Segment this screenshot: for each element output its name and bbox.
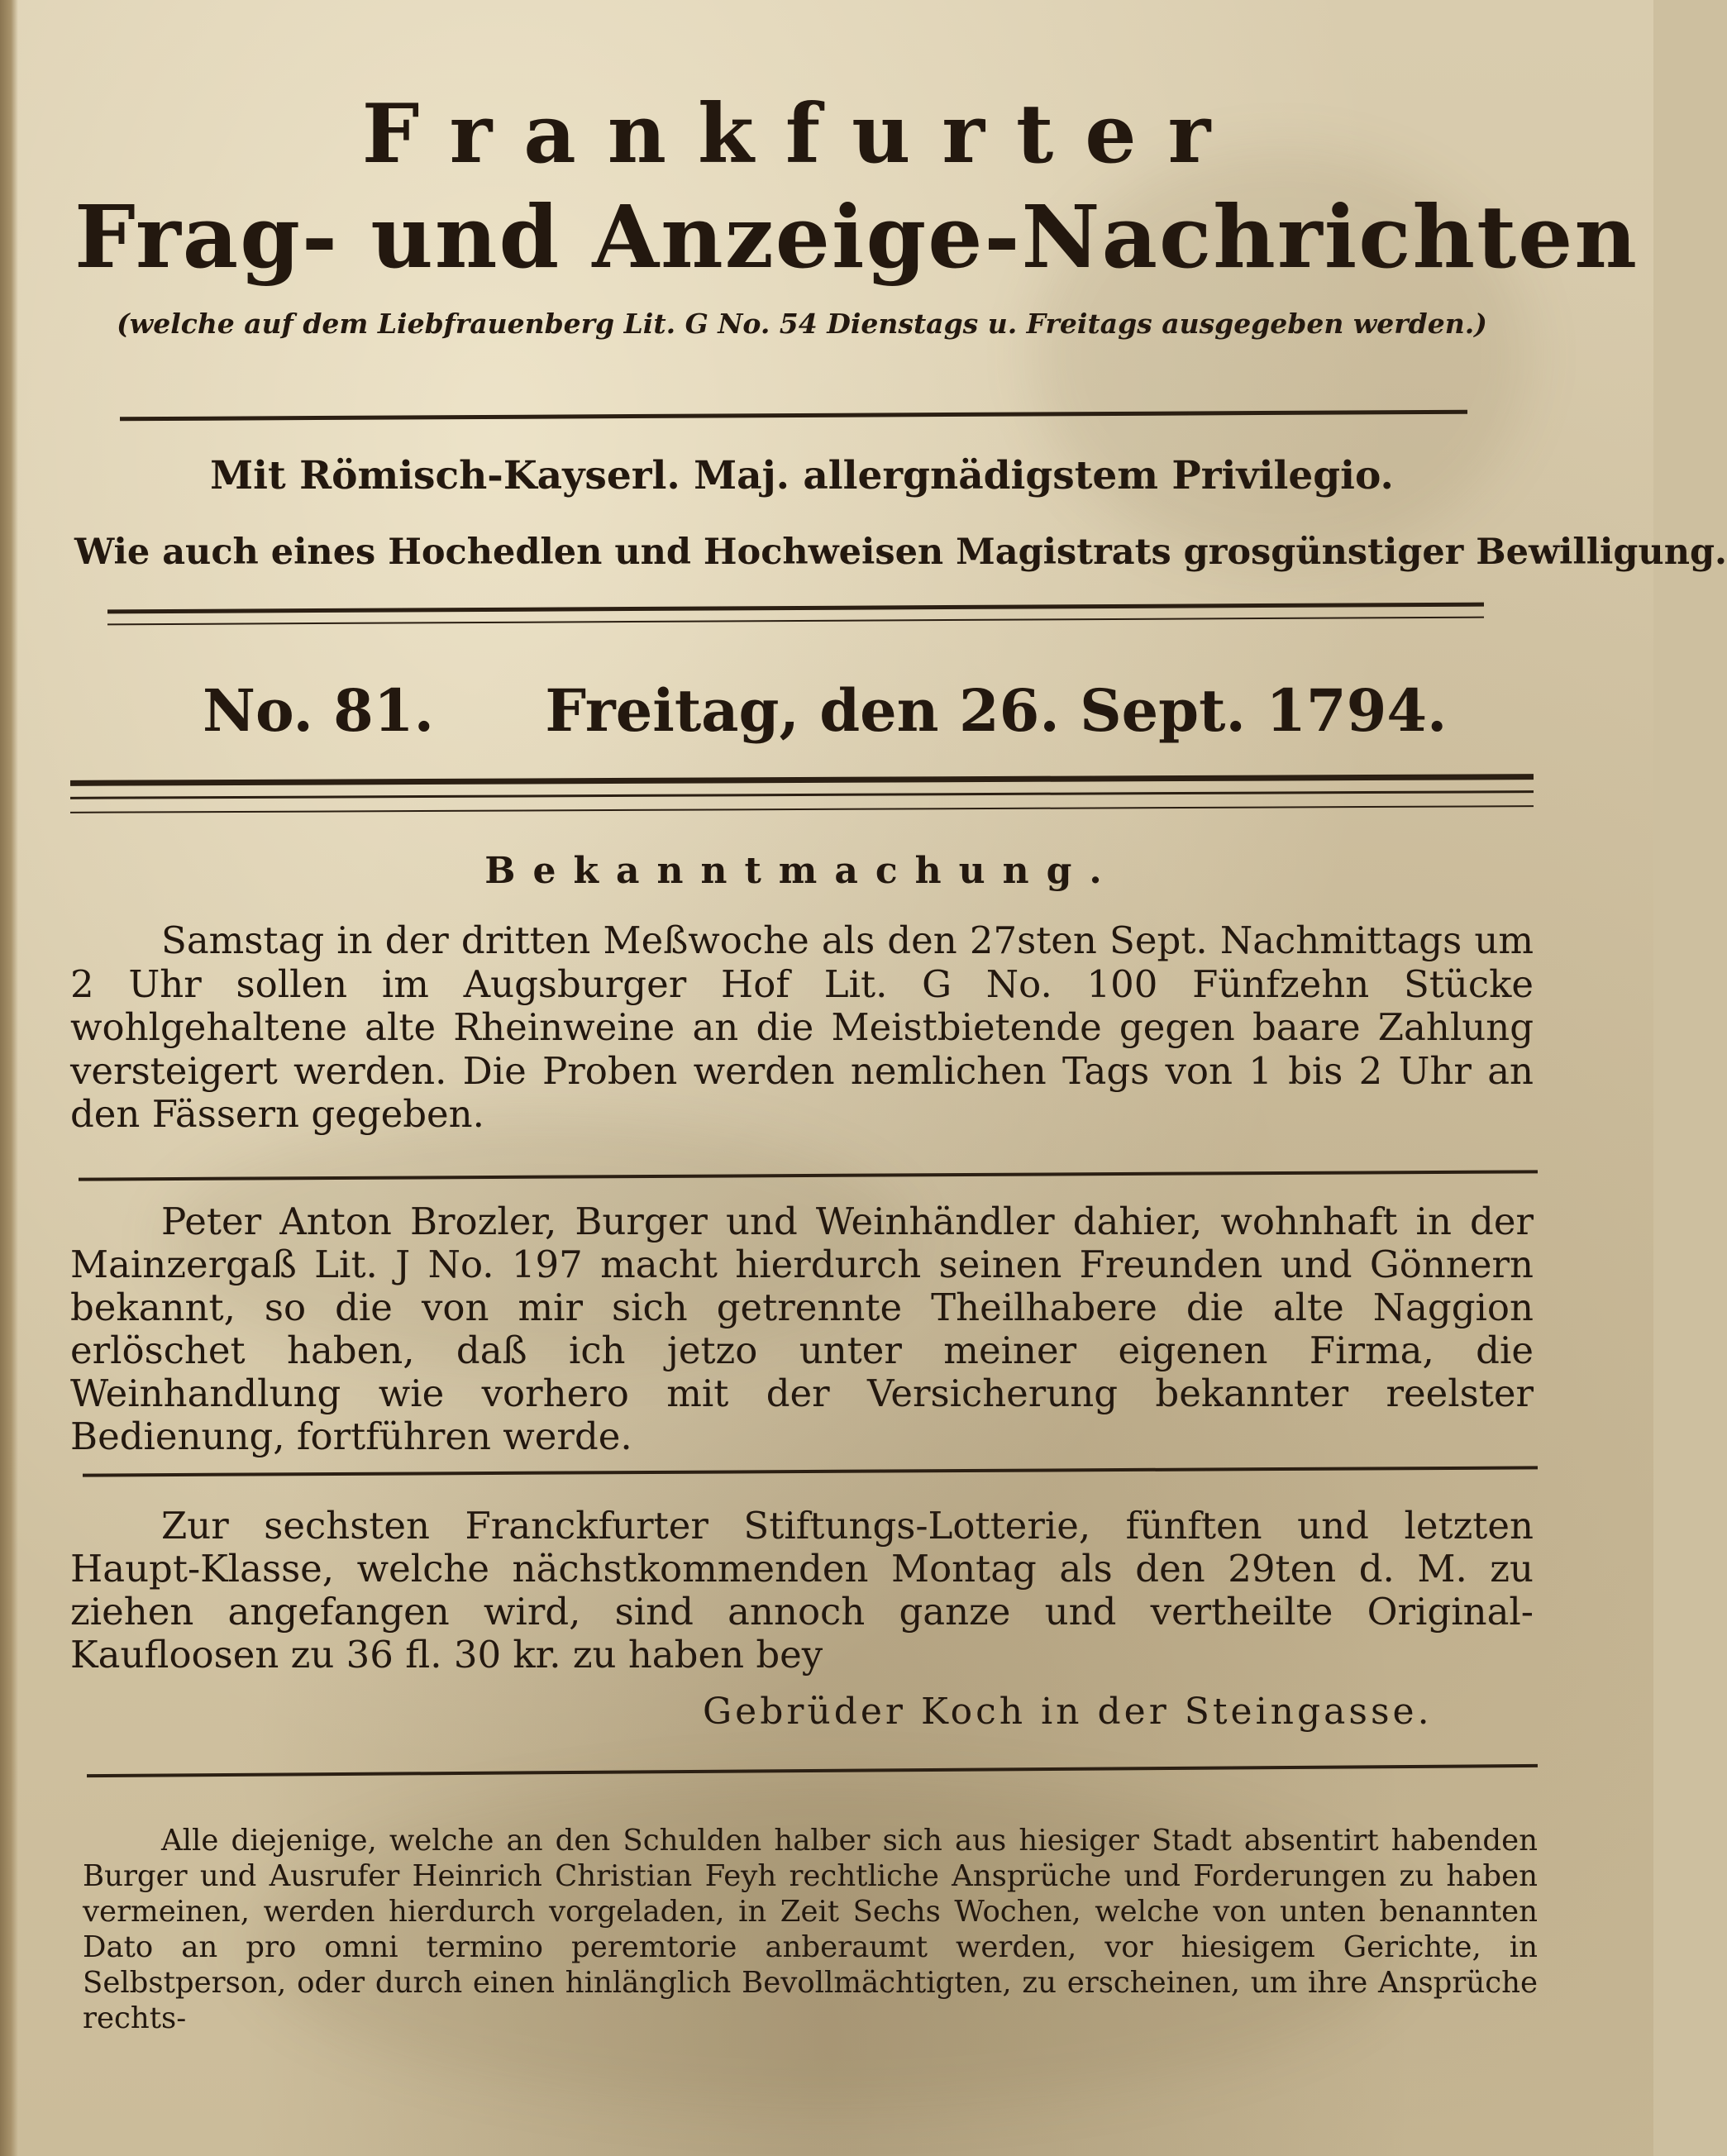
masthead-title-line-2: Frag- und Anzeige-Nachrichten <box>74 186 1639 288</box>
notice-wine-merchant: Peter Anton Brozler, Burger und Weinhändler dahier, wohnhaft in der Mainzergaß Lit. J No. 197 macht hierdurch seinen Freunden und Gönnern bekannt, so die von mir sich getrennte Theilhabere die alte Naggion erlöschet haben, daß ich jetzo unter meiner eigenen Firma, die Weinhandlung wie vorhero mit der Versicherung bekannter reelster Bedienung, fortführen werde. <box>70 1200 1534 1458</box>
divider-rule <box>87 1764 1538 1777</box>
masthead-subtitle: (welche auf dem Liebfrauenberg Lit. G No. 54 Dienstags u. Freitags ausgegeben werden.) <box>117 308 1487 340</box>
divider-rule <box>107 603 1484 614</box>
divider-rule <box>83 1466 1538 1476</box>
notice-creditors-summons: Alle diejenige, welche an den Schulden halber sich aus hiesiger Stadt absentirt habenden Burger und Ausrufer Heinrich Christian Feyh rechtliche Ansprüche und Forderungen zu haben vermeinen, werden hierdurch vorgeladen, in Zeit Sechs Wochen, welche von unten benannten Dato an pro omni termino peremtorie anberaumt werden, vor hiesigem Gerichte, in Selbstperson, oder durch einen hinlänglich Bevollmächtigten, zu erscheinen, um ihre Ansprüche rechts- <box>83 1824 1538 2035</box>
notice-wine-auction: Samstag in der dritten Meßwoche als den 27sten Sept. Nachmittags um 2 Uhr sollen im Augsburger Hof Lit. G No. 100 Fünfzehn Stücke wohlgehaltene alte Rheinweine an die Meistbietende gegen baare Zahlung versteigert werden. Die Proben werden nemlichen Tags von 1 bis 2 Uhr an den Fässern gegeben. <box>70 918 1534 1136</box>
divider-rule <box>70 774 1534 786</box>
notice-lottery: Zur sechsten Franckfurter Stiftungs-Lotterie, fünften und letzten Haupt-Klasse, welche nächstkommenden Montag als den 29ten d. M. zu ziehen angefangen wird, sind annoch ganze und vertheilte Original-Kaufloosen zu 36 fl. 30 kr. zu haben bey <box>70 1504 1534 1677</box>
divider-rule <box>107 617 1484 626</box>
privilege-line-2: Wie auch eines Hochedlen und Hochweisen Magistrats grosgünstiger Bewilligung. <box>74 532 1727 573</box>
issue-line <box>203 676 1448 745</box>
masthead-title-line-1: Frankfurter <box>361 87 1243 182</box>
section-heading: Bekanntmachung. <box>484 850 1119 892</box>
issue-date: Freitag, den 26. Sept. 1794. <box>545 676 1448 745</box>
issue-number: No. 81. <box>203 676 434 745</box>
divider-rule <box>70 805 1534 813</box>
privilege-line-1: Mit Römisch-Kayserl. Maj. allergnädigstem Privilegio. <box>210 453 1394 498</box>
notice-lottery-signature: Gebrüder Koch in der Steingasse. <box>703 1691 1433 1733</box>
divider-rule <box>70 790 1534 799</box>
book-spine-shadow <box>0 0 18 2156</box>
